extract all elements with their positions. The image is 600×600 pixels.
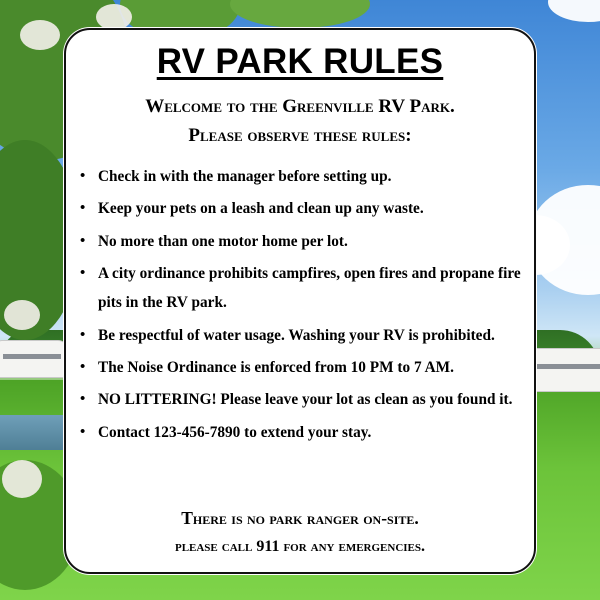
rule-item [80,194,528,223]
welcome-line: Welcome to the Greenville RV Park. [145,96,455,117]
rule-text: Contact 123-456-7890 to extend your stay. [98,423,372,441]
rule-text: NO LITTERING! Please leave your lot as clean as you found it. [98,391,513,409]
bullet-icon: • [80,232,86,249]
rule-item [80,321,528,350]
rule-item [80,385,528,414]
rule-text: No more than one motor home per lot. [98,232,348,250]
rule-item [80,227,528,256]
rule-text: Check in with the manager before setting up. [98,168,392,185]
blossom [2,460,42,498]
blossom [20,20,60,50]
bullet-icon: • [80,391,86,408]
rules-list [80,162,528,450]
observe-line: Please observe these rules: [188,125,412,146]
bullet-icon: • [80,200,86,217]
bullet-icon: • [80,168,86,184]
bullet-icon: • [80,326,86,343]
rule-item [80,418,528,447]
rv-left [0,340,68,378]
rules-sign [64,28,536,574]
sign-title: RV PARK RULES [156,42,444,81]
rv-right [530,348,600,392]
blossom [4,300,40,330]
no-ranger-notice: There is no park ranger on-site. [181,508,419,528]
rule-item [80,259,528,317]
bullet-icon: • [80,265,86,282]
rule-text: Be respectful of water usage. Washing your RV is prohibited. [98,326,495,344]
blossom [96,4,132,30]
cloud [548,0,600,22]
bullet-icon: • [80,358,86,375]
rule-text: A city ordinance prohibits campfires, open fires and propane fire pits in the RV park. [98,265,521,312]
tree-foliage [230,0,370,28]
emergency-notice: please call 911 for any emergencies. [174,538,426,555]
rule-item [80,162,528,191]
rule-text: Keep your pets on a leash and clean up any waste. [98,200,424,218]
rule-item [80,353,528,382]
bullet-icon: • [80,423,86,440]
rule-text: The Noise Ordinance is enforced from 10 PM to 7 AM. [98,358,454,376]
